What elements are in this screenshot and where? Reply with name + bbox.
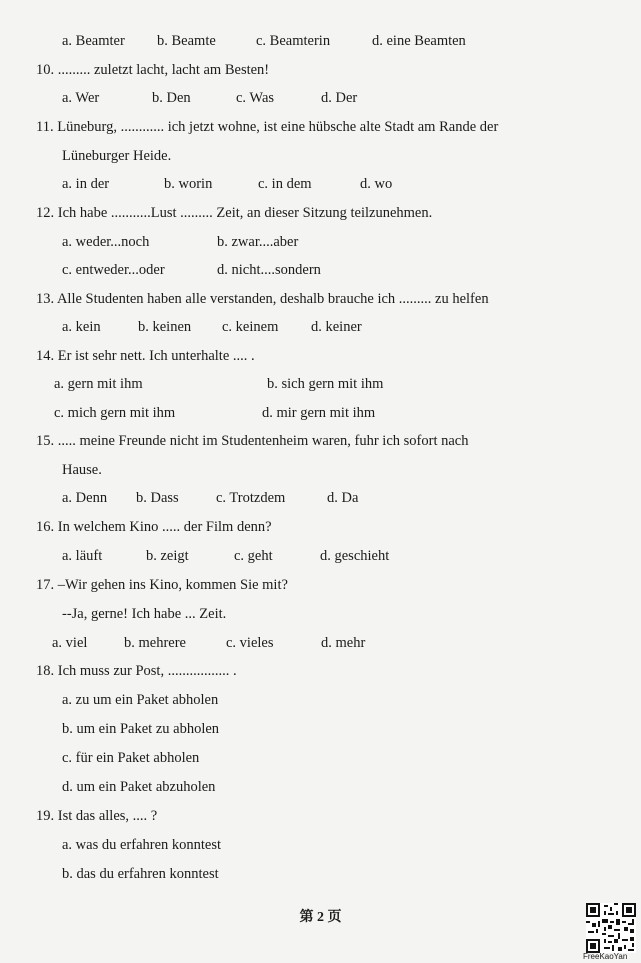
option-d: d. mehr bbox=[321, 635, 366, 651]
option-d: d. um ein Paket abzuholen bbox=[62, 779, 216, 795]
question-17-stem: 17. –Wir gehen ins Kino, kommen Sie mit? bbox=[36, 577, 288, 593]
option-c: c. Was bbox=[236, 90, 275, 106]
option-b: b. Den bbox=[152, 90, 191, 106]
option-a: a. gern mit ihm bbox=[54, 376, 143, 392]
option-c: c. vieles bbox=[226, 635, 274, 651]
question-19-stem: 19. Ist das alles, .... ? bbox=[36, 808, 158, 824]
option-b: b. das du erfahren konntest bbox=[62, 866, 219, 882]
option-b: b. um ein Paket zu abholen bbox=[62, 721, 220, 737]
option-b: b. mehrere bbox=[124, 635, 186, 651]
question-15-stem-continued: Hause. bbox=[62, 462, 102, 478]
watermark-label: FreeKaoYan bbox=[583, 952, 628, 961]
option-d: d. eine Beamten bbox=[372, 33, 466, 49]
question-11-stem: 11. Lüneburg, ............ ich jetzt wohne, ist eine hübsche alte Stadt am Rande der bbox=[36, 119, 499, 135]
option-a: a. viel bbox=[52, 635, 88, 651]
option-c: c. Beamterin bbox=[256, 33, 331, 49]
option-c: c. mich gern mit ihm bbox=[54, 405, 176, 421]
option-a: a. in der bbox=[62, 176, 110, 192]
option-c: c. geht bbox=[234, 548, 273, 564]
option-c: c. keinem bbox=[222, 319, 279, 335]
page-number: 第 2 页 bbox=[299, 910, 342, 925]
option-b: b. keinen bbox=[138, 319, 192, 335]
option-d: d. nicht....sondern bbox=[217, 262, 321, 278]
option-b: b. Beamte bbox=[157, 33, 216, 49]
option-b: b. zwar....aber bbox=[217, 234, 299, 250]
question-14-stem: 14. Er ist sehr nett. Ich unterhalte .... . bbox=[36, 348, 255, 364]
option-a: a. kein bbox=[62, 319, 101, 335]
option-c: c. in dem bbox=[258, 176, 312, 192]
question-10-stem: 10. ......... zuletzt lacht, lacht am Besten! bbox=[36, 62, 270, 78]
question-15-stem: 15. ..... meine Freunde nicht im Studentenheim waren, fuhr ich sofort nach bbox=[36, 433, 469, 449]
question-13-stem: 13. Alle Studenten haben alle verstanden, deshalb brauche ich ......... zu helfen bbox=[36, 291, 489, 307]
option-d: d. geschieht bbox=[320, 548, 390, 564]
option-c: c. Trotzdem bbox=[216, 490, 286, 506]
question-12-stem: 12. Ich habe ...........Lust ......... Zeit, an dieser Sitzung teilzunehmen. bbox=[36, 205, 433, 221]
option-a: a. was du erfahren konntest bbox=[62, 837, 222, 853]
option-a: a. läuft bbox=[62, 548, 103, 564]
question-16-stem: 16. In welchem Kino ..... der Film denn? bbox=[36, 519, 272, 535]
option-b: b. sich gern mit ihm bbox=[267, 376, 384, 392]
option-b: b. zeigt bbox=[146, 548, 189, 564]
question-18-stem: 18. Ich muss zur Post, ................. . bbox=[36, 663, 237, 679]
option-d: d. wo bbox=[360, 176, 393, 192]
option-b: b. Dass bbox=[136, 490, 179, 506]
question-11-stem-continued: Lüneburger Heide. bbox=[62, 148, 172, 164]
option-a: a. Beamter bbox=[62, 33, 125, 49]
option-a: a. weder...noch bbox=[62, 234, 150, 250]
qr-code-icon bbox=[586, 903, 636, 953]
option-b: b. worin bbox=[164, 176, 213, 192]
option-d: d. mir gern mit ihm bbox=[262, 405, 376, 421]
option-a: a. Denn bbox=[62, 490, 108, 506]
option-d: d. Der bbox=[321, 90, 358, 106]
option-c: c. für ein Paket abholen bbox=[62, 750, 200, 766]
option-a: a. zu um ein Paket abholen bbox=[62, 692, 219, 708]
option-d: d. keiner bbox=[311, 319, 362, 335]
option-a: a. Wer bbox=[62, 90, 100, 106]
question-17-stem-continued: --Ja, gerne! Ich habe ... Zeit. bbox=[62, 606, 227, 622]
option-d: d. Da bbox=[327, 490, 359, 506]
option-c: c. entweder...oder bbox=[62, 262, 165, 278]
